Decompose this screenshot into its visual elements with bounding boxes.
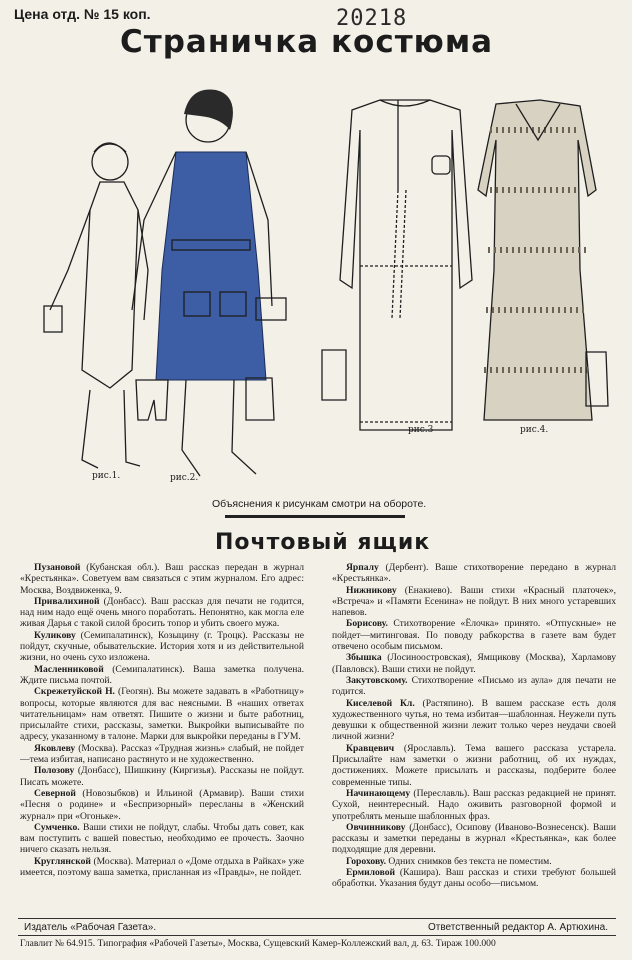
page-title: Страничка костюма — [120, 24, 494, 60]
mailbox-entry — [332, 585, 616, 619]
mailbox-entry — [332, 743, 616, 788]
mailbox-right-column — [332, 562, 616, 890]
entry-recipient: Кравцевич — [346, 742, 395, 754]
editor-line: Ответственный редактор А. Артюхина. — [427, 922, 608, 933]
entry-recipient: Ярпалу — [346, 562, 379, 573]
entry-recipient: Привалихиной — [34, 595, 100, 607]
figure-4-dress — [478, 100, 608, 420]
entry-text: Ваши стихи не пойдут, слабы. Чтобы дать совет, как вам поступить с вашей повестью, необходимо ее прочесть. Заочно ничего сказать нельзя. — [20, 821, 304, 856]
entry-recipient: Нижникову — [346, 584, 397, 596]
entry-recipient: Сумченко. — [34, 821, 80, 833]
figure-2-girl — [132, 90, 286, 477]
entry-text: (Енакиево). Ваши стихи «Красный платочек», «Встреча» и «Памяти Есенина» не пойдут. В них много устаревших напевов. — [332, 584, 616, 619]
figure-label-3: рис.3 — [408, 425, 434, 435]
entry-text: (Переславль). Ваш рассказ редакцией не принят. Сухой, неинтересный. Надо оживить разговорной формой и употреблять меньше шаблонных фраз. — [332, 787, 616, 822]
figure-label-4: рис.4. — [520, 425, 549, 435]
figure-3-shirt — [322, 100, 472, 430]
entry-text: (Кубанская обл.). Ваш рассказ передан в журнал «Крестьянка». Советуем вам связаться с этим журналом. Его адрес: Москва, Воздвиженка, 9. — [20, 562, 304, 596]
entry-recipient: Борисову. — [346, 618, 388, 630]
entry-recipient: Полозову — [34, 765, 75, 777]
entry-text: Стихотворение «Письмо из аула» для печати не годится. — [332, 674, 616, 698]
entry-recipient: Скрежетуйской Н. — [34, 686, 115, 698]
mailbox-entry — [332, 698, 616, 743]
price-label: Цена отд. № 15 коп. — [14, 6, 151, 22]
imprint-line: Главлит № 64.915. Типография «Рабочей Газеты», Москва, Сущевский Камер-Коллежский вал, д. 63. Тираж 100.000 — [20, 938, 496, 949]
mailbox-heading: Почтовый ящик — [215, 530, 431, 555]
entry-text: (Донбасс), Осипову (Иваново-Вознесенск). Ваши рассказы и заметки переданы в журнал «Крестьянка», как более подходящие для деревни. — [332, 821, 616, 856]
mailbox-entry — [332, 652, 616, 675]
mailbox-entry — [332, 867, 616, 890]
entry-text: (Дербент). Ваше стихотворение передано в журнал «Крестьянка». — [332, 562, 616, 585]
entry-recipient: Киселевой Кл. — [346, 697, 415, 709]
footer-rule-top — [18, 918, 616, 919]
pattern-piece-2 — [246, 378, 274, 420]
mailbox-entry — [20, 822, 304, 856]
mailbox-entry — [332, 856, 616, 867]
mailbox-entry — [20, 630, 304, 664]
entry-text: (Кашира). Ваш рассказ и стихи требуют большей обработки. Указания будут даны особо—письмом. — [332, 867, 616, 890]
mailbox-entry — [332, 788, 616, 822]
costume-illustrations — [20, 70, 618, 498]
publisher-line: Издатель «Рабочая Газета». — [24, 922, 157, 933]
mailbox-entry — [332, 675, 616, 698]
entry-recipient: Овчинникову — [346, 821, 406, 833]
entry-text: (Ярославль). Тема вашего рассказа устарела. Присылайте нам заметки о жизни работниц, об их нуждах, достижениях. Можете присылать и рассказы, подберите более современные типы. — [332, 742, 616, 788]
entry-recipient: Куликову — [34, 629, 76, 641]
archive-stamp-number: 20218 — [336, 6, 408, 31]
entry-text: (Новозыбков) и Ильиной (Армавир). Ваши стихи «Песня о родине» и «Беспризорный» пересланы в «Женский журнал» при «Огоньке». — [20, 787, 304, 822]
entry-text: (Москва). Материал о «Доме отдыха в Райках» уже имеется, поэтому ваша заметка, присланная из «Правды», не пойдет. — [20, 855, 304, 879]
entry-text: Стихотворение «Ёлочка» принято. «Отпускные» не пойдет—митинговая. По поводу рабкорства в газете вам будет отвечено особым письмом. — [332, 618, 616, 653]
mailbox-entry — [20, 596, 304, 630]
figures-caption: Объяснения к рисункам смотри на обороте. — [212, 498, 427, 510]
entry-recipient: Пузановой — [34, 562, 81, 573]
mailbox-entry — [20, 743, 304, 766]
pattern-piece-1 — [136, 380, 168, 420]
entry-recipient: Северной — [34, 787, 76, 799]
entry-text: (Геогян). Вы можете задавать в «Работницу» вопросы, которые являются для вас неясными. В «наших ответах читательницам» нам ответят. Пишите о жизни и быте работниц, присылайте стихи, рассказы, заметки. Выкройки выписывайте по адресу, указанному в талоне. Марки для выкройки переданы в ГУМ. — [20, 686, 305, 743]
footer-rule-bottom — [18, 935, 616, 936]
mailbox-entry — [20, 788, 304, 822]
mailbox-left-column — [20, 562, 304, 878]
entry-text: (Лосиноостровская), Ямщикову (Москва), Харламову (Павловск). Ваши стихи не пойдут. — [332, 652, 616, 675]
mailbox-entry — [20, 562, 304, 596]
figure-label-2: рис.2. — [170, 473, 199, 483]
mailbox-entry — [332, 562, 616, 585]
entry-text: (Москва). Рассказ «Трудная жизнь» слабый, не пойдет—тема избитая, написано растянуто и не художественно. — [20, 742, 304, 766]
mailbox-entry — [20, 686, 304, 742]
entry-recipient: Горохову. — [346, 855, 387, 867]
mailbox-entry — [20, 856, 304, 879]
entry-text: (Семипалатинск). Ваша заметка получена. Ждите письма почтой. — [20, 663, 304, 686]
section-divider — [225, 515, 405, 518]
entry-text: (Растяпино). В вашем рассказе есть доля художественного чутья, но тема избитая—шаблонная. Неужели путь девушки к общественной жизни лежит только через неудачи своей личной жизни? — [332, 697, 616, 743]
mailbox-entry — [332, 618, 616, 652]
entry-text: (Семипалатинск), Козыцину (г. Троцк). Рассказы не пойдут, скучные, обывательские. История хотя и из действительной жизни, но очень сухо изложена. — [20, 629, 304, 664]
entry-text: (Донбасс), Шишкину (Киргизья). Рассказы не пойдут. Писать можете. — [20, 765, 304, 788]
entry-text: Одних снимков без текста не поместим. — [386, 855, 552, 867]
figure-label-1: рис.1. — [92, 471, 121, 481]
mailbox-entry — [20, 664, 304, 687]
entry-recipient: Круглянской — [34, 855, 91, 867]
entry-text: (Донбасс). Ваш рассказ для печати не годится, над ним надо ещё очень много поработать. Непонятно, как могла еле живая Дарья с такой силой бросить топор и убить своего мужа. — [20, 595, 304, 630]
entry-recipient: Закутовскому. — [346, 674, 408, 686]
entry-recipient: Масленниковой — [34, 663, 104, 675]
entry-recipient: Яковлеву — [34, 742, 76, 754]
entry-recipient: Ермиловой — [346, 867, 396, 879]
mailbox-entry — [20, 765, 304, 788]
entry-recipient: Начинающему — [346, 787, 411, 799]
entry-recipient: Збышка — [346, 652, 382, 664]
mailbox-entry — [332, 822, 616, 856]
